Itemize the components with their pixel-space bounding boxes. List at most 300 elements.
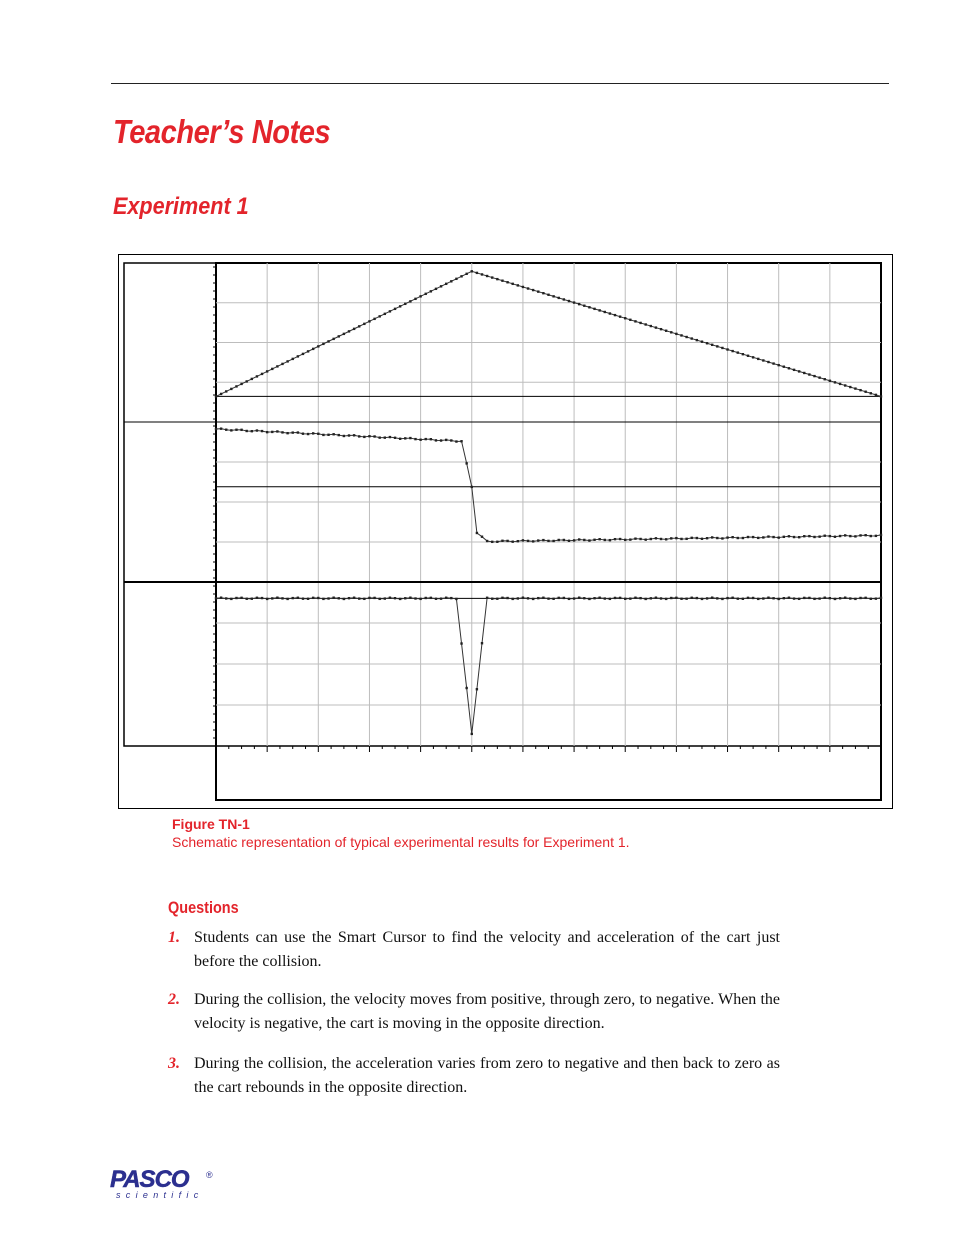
data-point: [737, 537, 739, 539]
data-point: [568, 540, 570, 542]
data-point: [747, 536, 749, 538]
data-point: [501, 540, 503, 542]
data-point: [829, 597, 831, 599]
data-point: [297, 597, 299, 599]
data-point: [619, 315, 621, 317]
data-point: [430, 290, 432, 292]
data-point: [522, 539, 524, 541]
data-point: [368, 435, 370, 437]
data-point: [542, 539, 544, 541]
data-point: [644, 323, 646, 325]
data-point: [368, 597, 370, 599]
data-point: [394, 597, 396, 599]
data-point: [230, 598, 232, 600]
data-point: [537, 597, 539, 599]
data-point: [506, 540, 508, 542]
logo-brand: PASCO: [110, 1166, 189, 1193]
data-point: [235, 597, 237, 599]
data-point: [373, 597, 375, 599]
data-point: [629, 597, 631, 599]
data-point: [880, 534, 882, 536]
questions-heading: Questions: [168, 898, 239, 917]
data-point: [747, 355, 749, 357]
data-point: [737, 597, 739, 599]
data-point: [240, 429, 242, 431]
data-point: [696, 339, 698, 341]
data-point: [701, 598, 703, 600]
data-point: [721, 537, 723, 539]
question-item-2: [168, 988, 780, 1036]
data-point: [875, 535, 877, 537]
data-point: [460, 440, 462, 442]
data-point: [665, 330, 667, 332]
data-point: [368, 320, 370, 322]
pasco-logo: [110, 1166, 213, 1200]
data-point: [435, 439, 437, 441]
data-point: [276, 430, 278, 432]
data-point: [286, 598, 288, 600]
data-point: [409, 597, 411, 599]
data-point: [338, 434, 340, 436]
data-point: [547, 597, 549, 599]
data-point: [517, 284, 519, 286]
data-point: [767, 597, 769, 599]
data-point: [399, 438, 401, 440]
data-point: [378, 598, 380, 600]
data-point: [261, 373, 263, 375]
data-point: [706, 342, 708, 344]
data-point: [230, 429, 232, 431]
data-point: [752, 597, 754, 599]
data-point: [332, 338, 334, 340]
data-point: [839, 597, 841, 599]
data-point: [665, 598, 667, 600]
data-point: [665, 538, 667, 540]
data-point: [292, 597, 294, 599]
data-point: [511, 540, 513, 542]
data-point: [271, 431, 273, 433]
data-point: [542, 292, 544, 294]
data-point: [491, 541, 493, 543]
data-point: [880, 597, 882, 599]
data-point: [762, 359, 764, 361]
data-point: [322, 343, 324, 345]
data-point: [803, 535, 805, 537]
data-point: [701, 538, 703, 540]
data-point: [726, 597, 728, 599]
data-point: [317, 597, 319, 599]
data-point: [573, 539, 575, 541]
data-point: [465, 273, 467, 275]
data-point: [537, 290, 539, 292]
logo-registered-mark: ®: [206, 1170, 213, 1180]
data-point: [824, 535, 826, 537]
data-point: [747, 597, 749, 599]
data-point: [711, 596, 713, 598]
data-point: [588, 306, 590, 308]
data-point: [292, 358, 294, 360]
data-point: [332, 433, 334, 435]
data-point: [844, 534, 846, 536]
data-point: [240, 383, 242, 385]
data-point: [788, 535, 790, 537]
data-point: [624, 317, 626, 319]
data-point: [394, 437, 396, 439]
data-point: [511, 283, 513, 285]
data-point: [604, 311, 606, 313]
data-point: [639, 538, 641, 540]
data-point: [726, 536, 728, 538]
data-point: [322, 598, 324, 600]
data-point: [767, 535, 769, 537]
data-point: [737, 351, 739, 353]
data-point: [511, 598, 513, 600]
data-point: [532, 540, 534, 542]
data-point: [598, 538, 600, 540]
data-point: [788, 597, 790, 599]
data-point: [425, 293, 427, 295]
data-point: [363, 436, 365, 438]
data-point: [783, 597, 785, 599]
data-point: [818, 376, 820, 378]
data-point: [450, 597, 452, 599]
data-point: [358, 325, 360, 327]
data-point: [465, 687, 467, 689]
data-point: [261, 597, 263, 599]
data-point: [307, 598, 309, 600]
data-point: [568, 598, 570, 600]
data-point: [829, 380, 831, 382]
data-point: [752, 536, 754, 538]
data-point: [404, 597, 406, 599]
data-point: [772, 362, 774, 364]
data-point: [552, 598, 554, 600]
data-point: [578, 597, 580, 599]
data-point: [343, 333, 345, 335]
data-point: [655, 537, 657, 539]
data-point: [864, 597, 866, 599]
figure-label: Figure TN-1: [172, 816, 250, 832]
data-point: [757, 598, 759, 600]
data-point: [721, 598, 723, 600]
data-point: [527, 597, 529, 599]
data-point: [619, 538, 621, 540]
data-point: [598, 309, 600, 311]
question-text: During the collision, the velocity moves from positive, through zero, to negative. When the velocity is negative, the cart is moving in the opposite direction.: [194, 991, 780, 1032]
data-point: [399, 598, 401, 600]
data-point: [506, 281, 508, 283]
data-point: [716, 537, 718, 539]
data-point: [338, 335, 340, 337]
question-item-3: [168, 1052, 780, 1100]
data-point: [245, 380, 247, 382]
data-point: [818, 535, 820, 537]
data-point: [803, 597, 805, 599]
data-point: [496, 278, 498, 280]
data-point: [680, 538, 682, 540]
data-point: [614, 538, 616, 540]
data-point: [644, 538, 646, 540]
data-point: [604, 539, 606, 541]
data-point: [685, 336, 687, 338]
data-point: [215, 428, 217, 430]
logo-subtitle: scientific: [116, 1190, 204, 1200]
data-point: [266, 370, 268, 372]
data-point: [701, 340, 703, 342]
data-point: [215, 597, 217, 599]
data-point: [358, 597, 360, 599]
data-point: [542, 597, 544, 599]
data-point: [332, 597, 334, 599]
data-point: [245, 598, 247, 600]
data-point: [558, 297, 560, 299]
data-point: [716, 345, 718, 347]
data-point: [220, 596, 222, 598]
data-point: [742, 353, 744, 355]
data-point: [317, 433, 319, 435]
data-point: [435, 288, 437, 290]
data-point: [777, 364, 779, 366]
data-point: [532, 289, 534, 291]
data-point: [578, 538, 580, 540]
data-point: [777, 536, 779, 538]
data-point: [757, 537, 759, 539]
data-point: [634, 597, 636, 599]
data-point: [629, 319, 631, 321]
data-point: [286, 360, 288, 362]
data-point: [813, 598, 815, 600]
data-point: [834, 598, 836, 600]
data-point: [639, 597, 641, 599]
data-point: [624, 539, 626, 541]
data-point: [440, 439, 442, 441]
data-point: [798, 598, 800, 600]
data-point: [573, 301, 575, 303]
data-point: [235, 385, 237, 387]
data-point: [384, 597, 386, 599]
data-point: [777, 598, 779, 600]
data-point: [481, 642, 483, 644]
data-point: [378, 315, 380, 317]
data-point: [522, 596, 524, 598]
data-point: [849, 386, 851, 388]
graph-plot-frame: [216, 263, 881, 800]
data-point: [859, 597, 861, 599]
data-point: [824, 597, 826, 599]
data-point: [491, 276, 493, 278]
data-point: [829, 535, 831, 537]
data-point: [501, 597, 503, 599]
data-point: [271, 368, 273, 370]
data-point: [808, 535, 810, 537]
data-point: [854, 535, 856, 537]
data-point: [302, 597, 304, 599]
data-point: [425, 597, 427, 599]
data-point: [440, 597, 442, 599]
data-point: [634, 537, 636, 539]
data-point: [552, 295, 554, 297]
graph-panels-frame: [124, 263, 881, 746]
data-point: [772, 597, 774, 599]
data-point: [813, 536, 815, 538]
data-point: [312, 348, 314, 350]
data-point: [419, 295, 421, 297]
data-point: [363, 598, 365, 600]
data-point: [481, 273, 483, 275]
page-title: Teacher’s Notes: [113, 113, 331, 150]
data-point: [343, 435, 345, 437]
data-point: [414, 438, 416, 440]
data-point: [394, 308, 396, 310]
data-point: [322, 434, 324, 436]
data-point: [302, 353, 304, 355]
data-point: [854, 387, 856, 389]
data-point: [445, 283, 447, 285]
data-point: [583, 305, 585, 307]
data-point: [419, 598, 421, 600]
data-point: [225, 429, 227, 431]
data-point: [644, 598, 646, 600]
data-point: [670, 331, 672, 333]
data-point: [696, 597, 698, 599]
data-point: [384, 313, 386, 315]
data-point: [834, 536, 836, 538]
data-point: [486, 275, 488, 277]
data-point: [731, 350, 733, 352]
data-point: [849, 535, 851, 537]
data-point: [547, 294, 549, 296]
data-point: [558, 597, 560, 599]
data-point: [870, 392, 872, 394]
data-point: [639, 322, 641, 324]
data-point: [373, 435, 375, 437]
data-point: [588, 598, 590, 600]
figure-caption: Schematic representation of typical experimental results for Experiment 1.: [172, 834, 630, 850]
data-point: [261, 430, 263, 432]
data-point: [327, 434, 329, 436]
data-point: [552, 540, 554, 542]
data-point: [696, 537, 698, 539]
data-point: [880, 395, 882, 397]
data-point: [798, 370, 800, 372]
data-point: [716, 597, 718, 599]
data-point: [583, 539, 585, 541]
data-point: [813, 375, 815, 377]
data-point: [547, 540, 549, 542]
question-text: During the collision, the acceleration varies from zero to negative and then back to zero as the cart rebounds in the opposite direction.: [194, 1055, 780, 1096]
data-point: [685, 538, 687, 540]
data-point: [655, 326, 657, 328]
data-point: [675, 333, 677, 335]
data-point: [793, 369, 795, 371]
data-point: [445, 597, 447, 599]
data-point: [389, 310, 391, 312]
data-point: [731, 536, 733, 538]
data-point: [225, 390, 227, 392]
data-point: [378, 436, 380, 438]
data-point: [870, 535, 872, 537]
section-title: Experiment 1: [113, 193, 249, 220]
data-point: [685, 598, 687, 600]
data-point: [471, 486, 473, 488]
data-point: [460, 642, 462, 644]
data-point: [762, 597, 764, 599]
data-point: [619, 597, 621, 599]
data-point: [772, 536, 774, 538]
data-point: [409, 300, 411, 302]
data-point: [496, 598, 498, 600]
data-point: [742, 598, 744, 600]
data-point: [471, 270, 473, 272]
data-point: [527, 287, 529, 289]
data-point: [691, 337, 693, 339]
data-point: [389, 436, 391, 438]
data-point: [281, 363, 283, 365]
data-point: [675, 597, 677, 599]
data-point: [353, 328, 355, 330]
data-point: [455, 278, 457, 280]
data-point: [721, 347, 723, 349]
data-point: [532, 598, 534, 600]
data-point: [726, 348, 728, 350]
data-point: [604, 597, 606, 599]
data-point: [307, 350, 309, 352]
data-point: [281, 597, 283, 599]
data-point: [414, 597, 416, 599]
data-point: [455, 598, 457, 600]
data-point: [409, 437, 411, 439]
data-point: [517, 597, 519, 599]
data-point: [808, 597, 810, 599]
data-point: [338, 597, 340, 599]
data-point: [788, 367, 790, 369]
data-point: [537, 539, 539, 541]
data-point: [650, 597, 652, 599]
data-point: [220, 393, 222, 395]
data-point: [476, 688, 478, 690]
data-point: [425, 438, 427, 440]
data-point: [634, 320, 636, 322]
data-point: [614, 597, 616, 599]
data-point: [527, 540, 529, 542]
data-point: [286, 432, 288, 434]
data-point: [430, 438, 432, 440]
data-point: [312, 597, 314, 599]
data-point: [307, 433, 309, 435]
data-point: [292, 431, 294, 433]
data-point: [650, 325, 652, 327]
data-point: [803, 372, 805, 374]
data-point: [476, 272, 478, 274]
data-point: [706, 537, 708, 539]
data-point: [266, 431, 268, 433]
data-point: [419, 439, 421, 441]
data-point: [563, 298, 565, 300]
data-point: [348, 330, 350, 332]
data-point: [614, 314, 616, 316]
data-point: [245, 430, 247, 432]
data-point: [220, 427, 222, 429]
data-point: [517, 540, 519, 542]
data-point: [859, 534, 861, 536]
data-point: [281, 431, 283, 433]
data-point: [373, 318, 375, 320]
data-point: [706, 597, 708, 599]
data-point: [404, 303, 406, 305]
data-point: [440, 285, 442, 287]
data-point: [752, 356, 754, 358]
experiment-graph: [118, 254, 893, 809]
